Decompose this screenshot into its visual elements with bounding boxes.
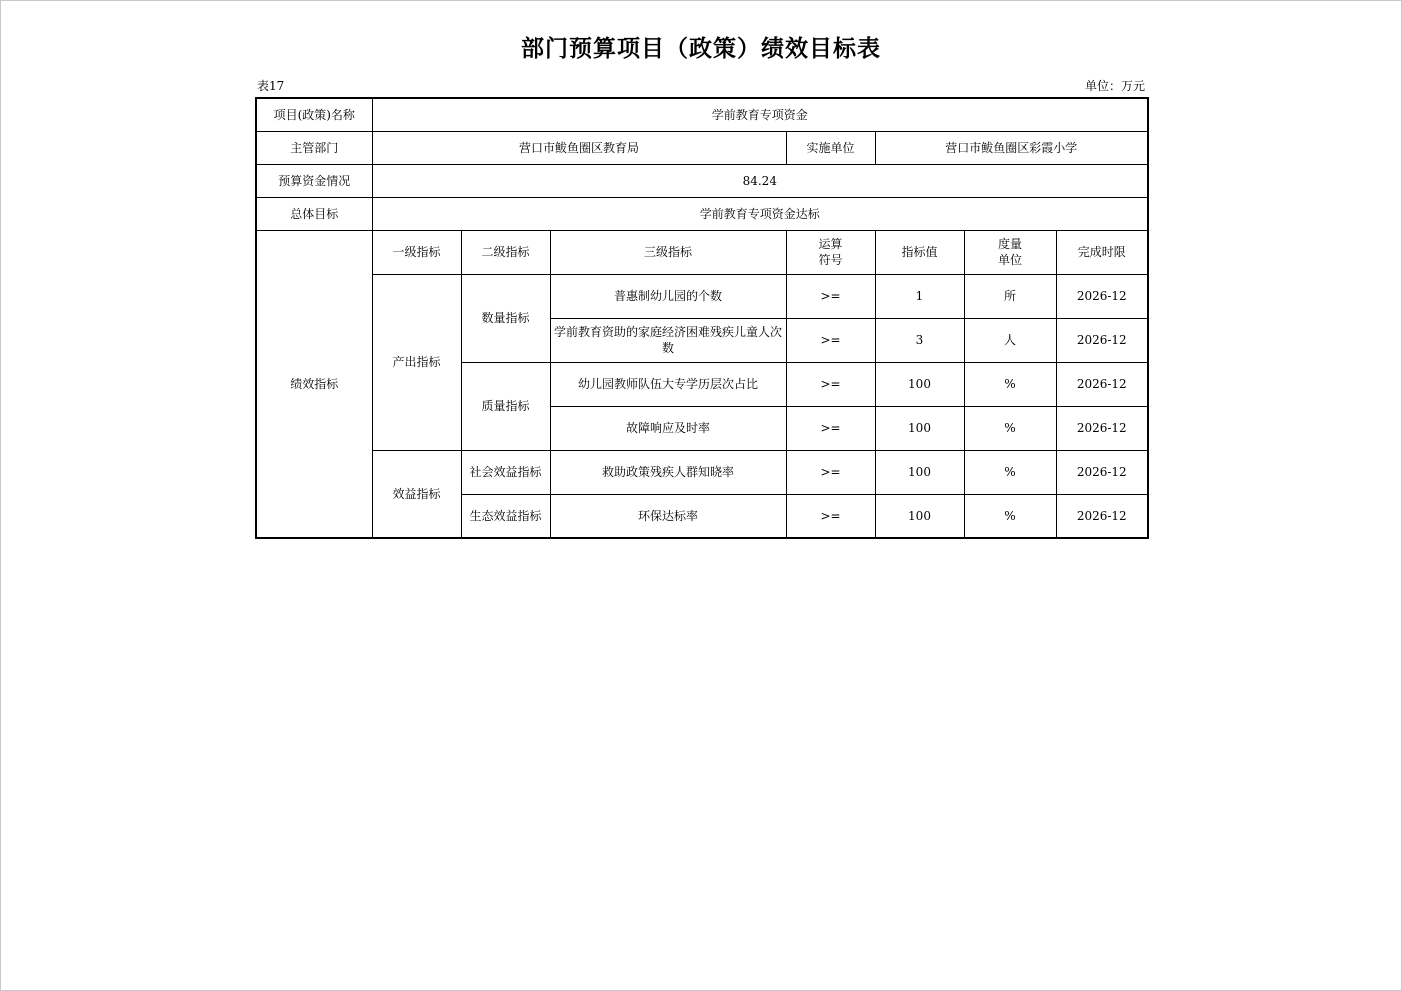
- group-eco: 生态效益指标: [461, 494, 550, 538]
- indicator-unit: %: [964, 362, 1056, 406]
- performance-table: [255, 97, 1149, 539]
- indicator-name: 学前教育资助的家庭经济困难残疾儿童人次数: [550, 318, 786, 362]
- header-value: 指标值: [875, 230, 964, 274]
- indicator-unit: %: [964, 406, 1056, 450]
- header-level3: 三级指标: [550, 230, 786, 274]
- table-number: 表17: [257, 79, 285, 93]
- budget-value: 84.24: [372, 164, 1148, 197]
- indicator-unit: 所: [964, 274, 1056, 318]
- project-name-value: 学前教育专项资金: [372, 98, 1148, 131]
- indicator-op: >=: [786, 406, 875, 450]
- group-benefit: 效益指标: [372, 450, 461, 538]
- group-quality: 质量指标: [461, 362, 550, 450]
- unit-label: 单位：万元: [1084, 79, 1145, 93]
- indicator-deadline: 2026-12: [1056, 450, 1148, 494]
- header-unit: 度量单位: [964, 230, 1056, 274]
- group-social: 社会效益指标: [461, 450, 550, 494]
- indicator-op: >=: [786, 450, 875, 494]
- budget-label: 预算资金情况: [256, 164, 372, 197]
- indicator-name: 环保达标率: [550, 494, 786, 538]
- impl-label: 实施单位: [786, 131, 875, 164]
- row-budget: [256, 164, 1148, 197]
- indicator-value: 100: [875, 494, 964, 538]
- indicator-name: 故障响应及时率: [550, 406, 786, 450]
- impl-value: 营口市鲅鱼圈区彩霞小学: [875, 131, 1148, 164]
- row-headers: [256, 230, 1148, 274]
- indicator-value: 100: [875, 362, 964, 406]
- goal-value: 学前教育专项资金达标: [372, 197, 1148, 230]
- indicator-op: >=: [786, 494, 875, 538]
- indicator-op: >=: [786, 318, 875, 362]
- goal-label: 总体目标: [256, 197, 372, 230]
- indicator-deadline: 2026-12: [1056, 318, 1148, 362]
- table-row: [256, 450, 1148, 494]
- indicator-value: 100: [875, 450, 964, 494]
- indicator-value: 3: [875, 318, 964, 362]
- row-project-name: [256, 98, 1148, 131]
- indicator-name: 救助政策残疾人群知晓率: [550, 450, 786, 494]
- table-row: [256, 274, 1148, 318]
- indicator-value: 100: [875, 406, 964, 450]
- page-title: 部门预算项目（政策）绩效目标表: [521, 36, 881, 62]
- header-deadline: 完成时限: [1056, 230, 1148, 274]
- header-level2: 二级指标: [461, 230, 550, 274]
- group-quantity: 数量指标: [461, 274, 550, 362]
- indicator-deadline: 2026-12: [1056, 362, 1148, 406]
- project-name-label: 项目(政策)名称: [256, 98, 372, 131]
- indicator-name: 普惠制幼儿园的个数: [550, 274, 786, 318]
- row-goal: [256, 197, 1148, 230]
- header-op: 运算符号: [786, 230, 875, 274]
- indicator-deadline: 2026-12: [1056, 274, 1148, 318]
- group-output: 产出指标: [372, 274, 461, 450]
- perf-label: 绩效指标: [256, 230, 372, 538]
- indicator-name: 幼儿园教师队伍大专学历层次占比: [550, 362, 786, 406]
- indicator-unit: %: [964, 450, 1056, 494]
- dept-label: 主管部门: [256, 131, 372, 164]
- row-department: [256, 131, 1148, 164]
- indicator-deadline: 2026-12: [1056, 406, 1148, 450]
- indicator-unit: 人: [964, 318, 1056, 362]
- dept-value: 营口市鲅鱼圈区教育局: [372, 131, 786, 164]
- indicator-unit: %: [964, 494, 1056, 538]
- indicator-deadline: 2026-12: [1056, 494, 1148, 538]
- indicator-op: >=: [786, 274, 875, 318]
- header-level1: 一级指标: [372, 230, 461, 274]
- indicator-value: 1: [875, 274, 964, 318]
- indicator-op: >=: [786, 362, 875, 406]
